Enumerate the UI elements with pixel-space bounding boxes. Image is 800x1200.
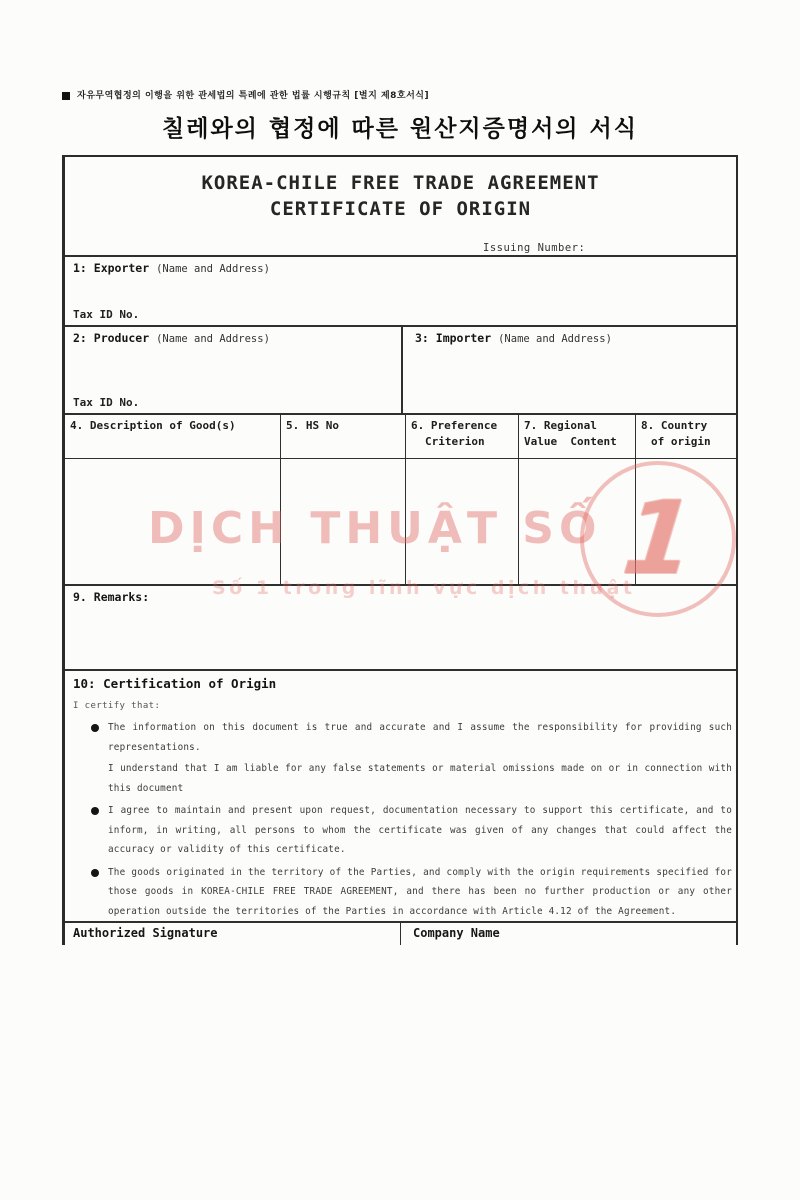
certification-paragraph: I agree to maintain and present upon request, documentation necessary to support this certificate, and to inform, in writing, all persons to whom the certificate was given of any changes that could affect the accuracy or validity of this certificate. (108, 805, 732, 855)
certification-paragraph: The information on this document is true and accurate and I assume the responsibility for providing such representations. (108, 722, 732, 753)
company-name-label: Company Name (413, 926, 500, 940)
col-regional-value-header (519, 415, 636, 458)
issuing-number-label: Issuing Number: (483, 242, 586, 254)
certification-item (108, 718, 732, 798)
remarks-section (65, 586, 736, 671)
goods-cell-country (636, 459, 736, 584)
col-regional-line2: Value Content (524, 435, 617, 448)
bullet-icon (91, 807, 99, 815)
producer-cell (65, 327, 403, 413)
goods-cell-preference (406, 459, 519, 584)
goods-table-body (65, 459, 736, 586)
certification-paragraph: The goods originated in the territory of the Parties, and comply with the origin requirements specified for those goods in KOREA-CHILE FREE TRADE AGREEMENT, and there has been no further production or any other operation outside the territories of the Parties in accordance with Article 4.12 of the Agreement. (108, 866, 732, 917)
importer-hint: (Name and Address) (498, 333, 612, 345)
certificate-form (62, 155, 738, 945)
col-preference-line1: 6. Preference (411, 419, 498, 432)
square-bullet-icon (62, 92, 70, 100)
certification-list (65, 718, 736, 921)
watermark-subtitle: Số 1 trong lĩnh vực dịch thuật (212, 577, 636, 599)
exporter-hint: (Name and Address) (156, 263, 270, 275)
signature-section (65, 923, 736, 945)
producer-importer-section (65, 327, 736, 415)
col-hs-no-line1: 5. HS No (286, 419, 339, 432)
bullet-icon (91, 724, 99, 732)
watermark-number-one: 1 (616, 479, 700, 598)
col-description-line1: 4. Description of Good(s) (70, 419, 236, 432)
col-regional-line1: 7. Regional (524, 419, 597, 432)
certification-label: 10: Certification of Origin (73, 676, 277, 691)
bullet-icon (91, 869, 99, 877)
goods-table-header (65, 415, 736, 459)
certification-paragraph: I understand that I am liable for any false statements or material omissions made on or in connection with this document (108, 763, 732, 794)
exporter-tax-id-label: Tax ID No. (73, 308, 140, 321)
col-description-header (65, 415, 281, 458)
col-preference-line2: Criterion (425, 435, 485, 448)
watermark-text: DỊCH THUẬT SỐ (148, 503, 602, 554)
col-hs-no-header (281, 415, 406, 458)
importer-label: 3: Importer (415, 331, 492, 345)
importer-cell (403, 327, 736, 413)
exporter-label: 1: Exporter (73, 261, 150, 275)
remarks-label: 9. Remarks: (73, 590, 150, 604)
certification-section (65, 671, 736, 923)
certification-item (108, 863, 732, 922)
col-country-line1: 8. Country (641, 419, 708, 432)
authorized-signature-label: Authorized Signature (65, 923, 401, 945)
form-title-line1: KOREA-CHILE FREE TRADE AGREEMENT (201, 172, 600, 194)
certification-item (108, 801, 732, 860)
producer-hint: (Name and Address) (156, 333, 270, 345)
certification-intro: I certify that: (73, 701, 161, 711)
exporter-section (65, 257, 736, 327)
goods-cell-description (65, 459, 281, 584)
page-title: 칠레와의 협정에 따른 원산지증명서의 서식 (162, 116, 638, 142)
regulation-note (62, 88, 429, 101)
regulation-note-text: 자유무역협정의 이행을 위한 관세법의 특례에 관한 법률 시행규칙 [별지 제8호서식] (77, 91, 430, 101)
producer-label: 2: Producer (73, 331, 150, 345)
goods-cell-regional-value (519, 459, 636, 584)
col-country-origin-header (636, 415, 736, 458)
form-title-line2: CERTIFICATE OF ORIGIN (269, 198, 532, 220)
goods-cell-hs-no (281, 459, 406, 584)
col-country-line2: of origin (651, 435, 711, 448)
form-header (65, 157, 736, 257)
col-preference-criterion-header (406, 415, 519, 458)
producer-tax-id-label: Tax ID No. (73, 396, 140, 409)
